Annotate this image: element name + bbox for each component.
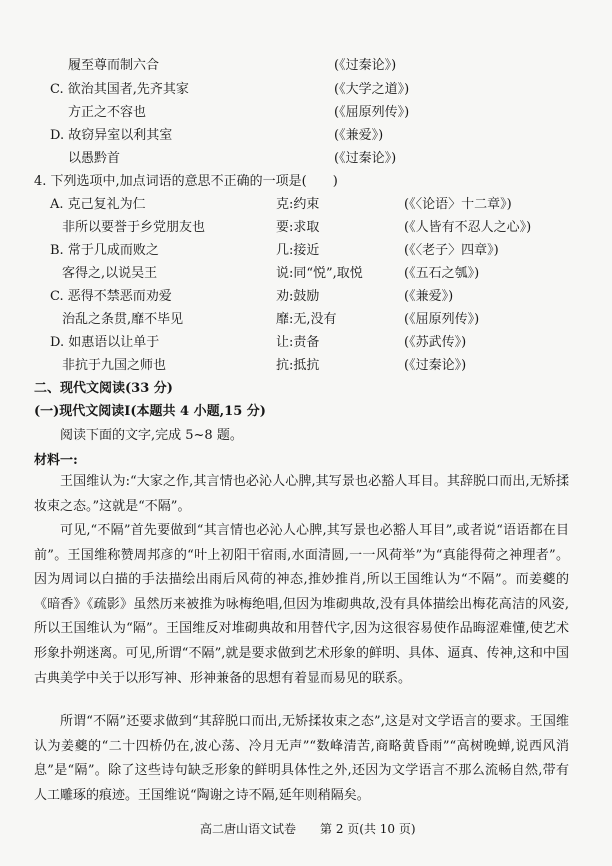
q3-c-line1: C. 欲治其国者,先齐其家	[50, 82, 189, 97]
q4-gloss: 劝:鼓励	[276, 289, 320, 304]
paragraph: 可见,“不隔”首先要做到“其言情也必沁人心脾,其写景也必豁人耳目”,或者说“语语都在目前”。王国维称赞周邦彦的“叶上初阳干宿雨,水面清圆,一一风荷举”为“真能得荷之神理者”。因为周词以白描的手法描绘出雨后风荷的神态,推妙推肖,所以王国维认为“不隔”。而姜夔的《暗香》《疏影》虽然历来被推为咏梅绝唱,但因为堆砌典故,没有具体描绘出梅花高洁的风姿,所以王国维认为“隔”。王国维反对堆砌典故和用替代字,因为这很容易使作品晦涩难懂,使艺术形象扑朔迷离。可见,所谓“不隔”,就是要求做到艺术形象的鲜明、具体、逼真、传神,这和中国古典美学中关于以形写神、形神兼备的思想有着显而易见的联系。	[34, 523, 569, 686]
q4-gloss: 克:约束	[276, 197, 320, 212]
q4-row: 治乱之条贯,靡不毕见	[62, 312, 184, 327]
q4-row: 非抗于九国之师也	[62, 358, 167, 373]
subsection-title: (一)现代文阅读Ⅰ(本题共 4 小题,15 分)	[34, 404, 266, 419]
q4-ref: (《五石之瓠》)	[404, 266, 480, 281]
paragraph: 所谓“不隔”还要求做到“其辞脱口而出,无矫揉妆束之态”,这是对文学语言的要求。王国维认为姜夔的“二十四桥仍在,波心荡、冷月无声”“数峰清苦,商略黄昏雨”“高树晚蝉,说西风消息”是“隔”。除了这些诗句缺乏形象的鲜明具体性之外,还因为文学语言不那么流畅自然,带有人工雕琢的痕迹。王国维说“陶谢之诗不隔,延年则稍隔矣。	[34, 714, 569, 803]
q3-d-ref1: (《兼爱》)	[334, 128, 384, 143]
q4-ref: (《屈原列传》)	[404, 312, 480, 327]
q4-row: 非所以要誉于乡党朋友也	[62, 220, 206, 235]
q4-row: C. 恶得不禁恶而劝爱	[50, 289, 172, 304]
q3-b-line2: 履至尊而制六合	[68, 58, 160, 73]
q4-ref: (《人皆有不忍人之心》)	[404, 220, 532, 235]
q3-d-ref2: (《过秦论》)	[334, 151, 397, 166]
q3-d-line1: D. 故窃异室以利其室	[50, 128, 173, 143]
q4-ref: (《〈老子〉四章》)	[404, 243, 499, 258]
q4-gloss: 要:求取	[276, 220, 320, 235]
q4-ref: (《兼爱》)	[404, 289, 454, 304]
section-title: 二、现代文阅读(33 分)	[34, 381, 173, 396]
paragraph: 王国维认为:“大家之作,其言情也必沁人心脾,其写景也必豁人耳目。其辞脱口而出,无矫揉妆束之态。”这就是“不隔”。	[34, 474, 569, 514]
q4-gloss: 抗:抵抗	[276, 358, 320, 373]
q3-c-ref2: (《屈原列传》)	[334, 105, 410, 120]
footer-page-number: 第 2 页(共 10 页)	[320, 822, 416, 836]
q4-row: A. 克己复礼为仁	[50, 197, 146, 212]
q4-gloss: 靡:无,没有	[276, 312, 337, 327]
q4-gloss: 让:责备	[276, 335, 320, 350]
q3-c-line2: 方正之不容也	[68, 105, 147, 120]
q4-row: D. 如惠语以让单于	[50, 335, 160, 350]
q4-stem: 4. 下列选项中,加点词语的意思不正确的一项是( )	[34, 174, 338, 189]
q4-ref: (《苏武传》)	[404, 335, 467, 350]
q4-gloss: 几:接近	[276, 243, 320, 258]
q3-b-ref2: (《过秦论》)	[334, 58, 397, 73]
instruction: 阅读下面的文字,完成 5~8 题。	[60, 428, 243, 443]
material-label: 材料一:	[34, 453, 78, 468]
footer-exam-title: 高二唐山语文试卷	[200, 822, 297, 836]
q4-gloss: 说:同“悦”,取悦	[276, 266, 363, 281]
q3-d-line2: 以愚黔首	[68, 151, 121, 166]
q4-ref: (《〈论语〉十二章》)	[404, 197, 512, 212]
q4-ref: (《过秦论》)	[404, 358, 467, 373]
q4-row: 客得之,以说吴王	[62, 266, 158, 281]
q4-row: B. 常于几成而败之	[50, 243, 159, 258]
q3-c-ref1: (《大学之道》)	[334, 82, 410, 97]
